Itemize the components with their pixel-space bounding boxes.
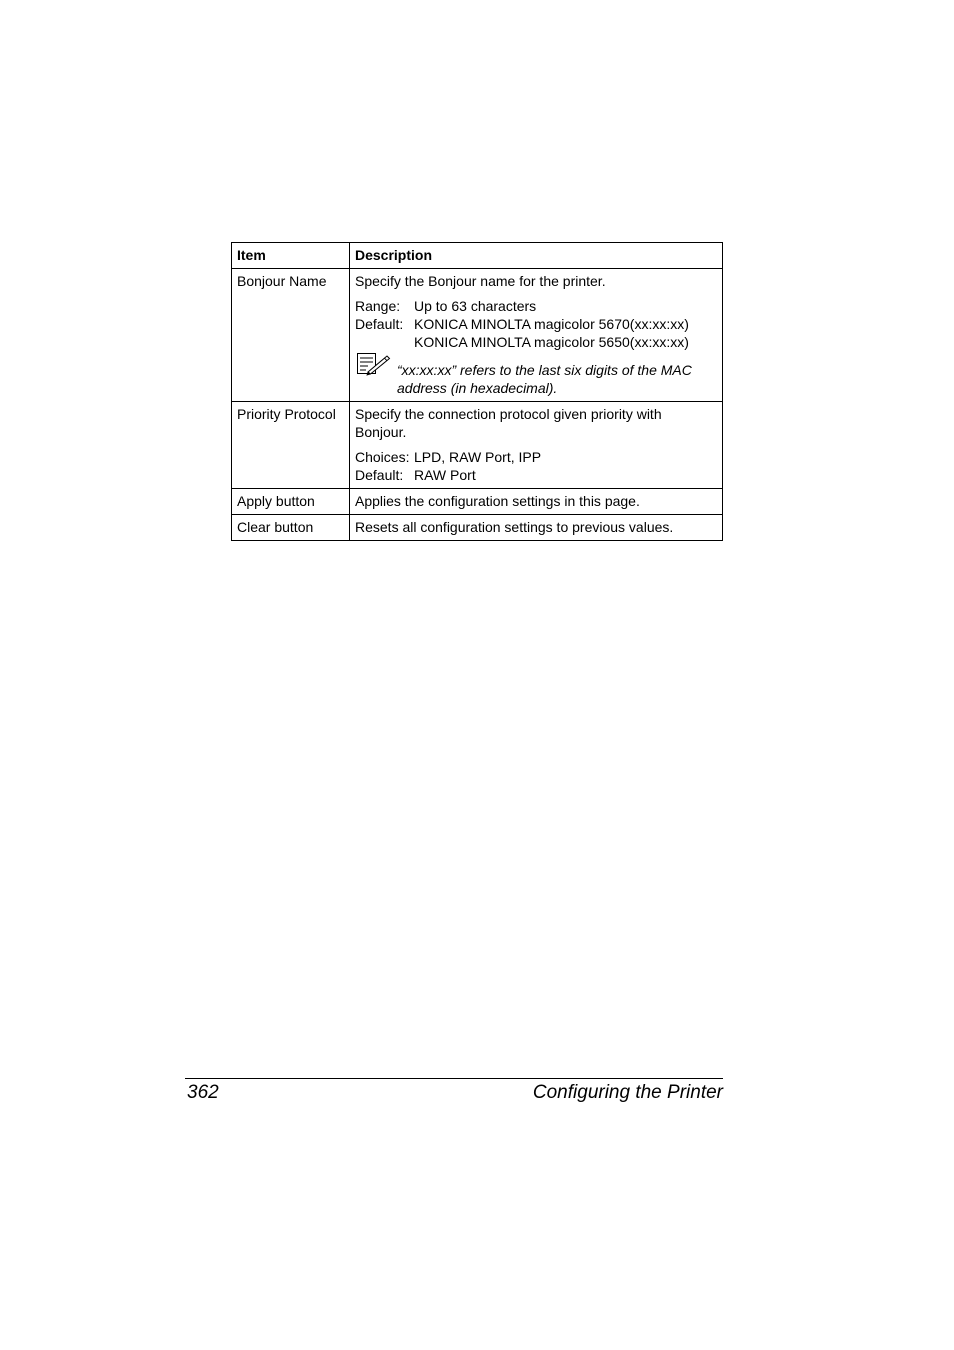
default-label: Default: xyxy=(355,467,404,483)
row-item-apply-button: Apply button xyxy=(232,489,350,515)
header-description: Description xyxy=(350,243,723,269)
row-description-apply-button: Applies the configuration settings in this page. xyxy=(350,489,723,515)
note xyxy=(355,361,717,397)
settings-table xyxy=(231,242,723,541)
row-item-priority-protocol: Priority Protocol xyxy=(232,402,350,489)
default-value: RAW Port xyxy=(414,467,476,483)
section-title: Configuring the Printer xyxy=(532,1082,723,1103)
table-header-row xyxy=(232,243,723,269)
default-value-alt: KONICA MINOLTA magicolor 5650(xx:xx:xx) xyxy=(414,334,689,350)
note-text-line: address (in hexadecimal). xyxy=(397,380,558,396)
row-description-bonjour-name xyxy=(350,269,723,402)
choices-label: Choices: xyxy=(355,449,410,465)
note-text-line: “xx:xx:xx” refers to the last six digits of the MAC xyxy=(397,362,692,378)
description-text: Bonjour. xyxy=(355,424,407,440)
default-label: Default: xyxy=(355,316,404,332)
range-value: Up to 63 characters xyxy=(414,298,537,314)
description-text: Specify the connection protocol given priority with xyxy=(355,406,662,422)
table-row xyxy=(232,402,723,489)
row-description-priority-protocol xyxy=(350,402,723,489)
header-item: Item xyxy=(232,243,350,269)
page-number: 362 xyxy=(187,1082,219,1103)
row-item-bonjour-name: Bonjour Name xyxy=(232,269,350,402)
footer-divider xyxy=(185,1078,723,1079)
range-label: Range: xyxy=(355,298,401,314)
table-row xyxy=(232,489,723,515)
note-pencil-icon xyxy=(356,352,392,376)
row-item-clear-button: Clear button xyxy=(232,515,350,541)
choices-value: LPD, RAW Port, IPP xyxy=(414,449,542,465)
choices-block xyxy=(355,448,717,484)
table-row xyxy=(232,269,723,402)
default-value: KONICA MINOLTA magicolor 5670(xx:xx:xx) xyxy=(414,316,689,332)
range-block xyxy=(355,297,717,351)
table-row xyxy=(232,515,723,541)
description-text: Specify the Bonjour name for the printer. xyxy=(355,273,606,289)
row-description-clear-button: Resets all configuration settings to previous values. xyxy=(350,515,723,541)
